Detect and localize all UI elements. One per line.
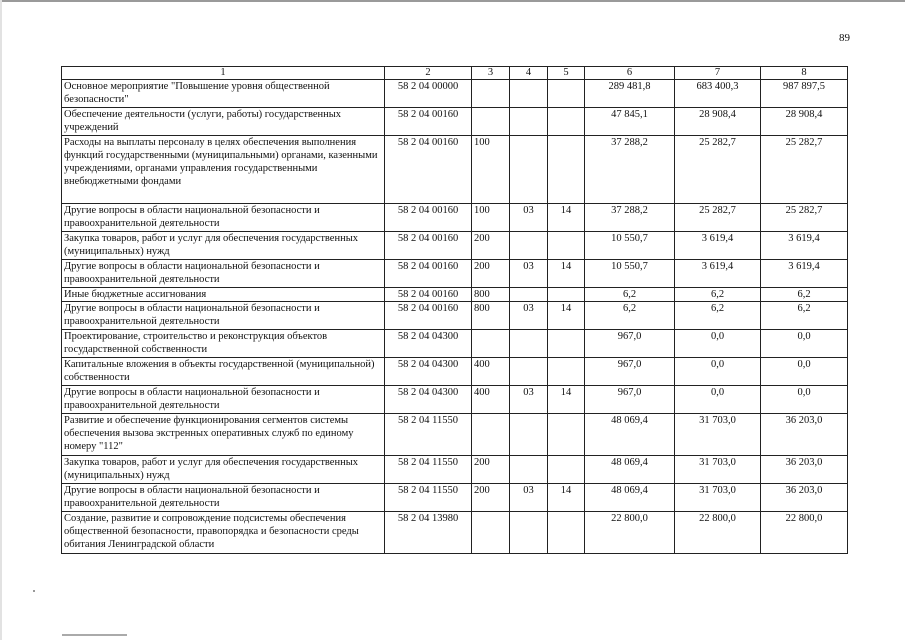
target-code: 58 2 04 04300 [385,358,472,386]
amount-col6: 967,0 [585,386,675,414]
table-row [62,108,848,136]
target-code: 58 2 04 11550 [385,414,472,456]
item-name: Другие вопросы в области национальной безопасности и правоохранительной деятельности [62,484,385,512]
item-name: Закупка товаров, работ и услуг для обеспечения государственных (муниципальных) нужд [62,232,385,260]
item-name: Другие вопросы в области национальной безопасности и правоохранительной деятельности [62,302,385,330]
section-code [510,358,548,386]
table-row [62,414,848,456]
target-code: 58 2 04 00000 [385,80,472,108]
amount-col7: 25 282,7 [675,204,761,232]
amount-col6: 6,2 [585,302,675,330]
expense-type [472,330,510,358]
amount-col8: 0,0 [761,330,848,358]
target-code: 58 2 04 13980 [385,512,472,554]
subsection-code: 14 [548,484,585,512]
section-code: 03 [510,302,548,330]
expense-type: 200 [472,484,510,512]
item-name: Расходы на выплаты персоналу в целях обеспечения выполнения функций государственными (муниципальными) органами, казенными учреждениями, органами управления государственными внебюджетными фондами [62,136,385,204]
section-code [510,512,548,554]
subsection-code [548,358,585,386]
target-code: 58 2 04 11550 [385,484,472,512]
amount-col6: 37 288,2 [585,204,675,232]
expense-type [472,80,510,108]
section-code: 03 [510,260,548,288]
amount-col7: 31 703,0 [675,414,761,456]
amount-col8: 25 282,7 [761,136,848,204]
table-row [62,260,848,288]
subsection-code [548,108,585,136]
amount-col7: 6,2 [675,288,761,302]
amount-col6: 289 481,8 [585,80,675,108]
expense-type: 400 [472,358,510,386]
left-page-edge [0,0,2,640]
target-code: 58 2 04 00160 [385,260,472,288]
expense-type: 200 [472,260,510,288]
expense-type [472,512,510,554]
item-name: Закупка товаров, работ и услуг для обеспечения государственных (муниципальных) нужд [62,456,385,484]
subsection-code [548,232,585,260]
amount-col7: 683 400,3 [675,80,761,108]
expense-type: 100 [472,136,510,204]
amount-col6: 22 800,0 [585,512,675,554]
amount-col6: 967,0 [585,330,675,358]
subsection-code [548,136,585,204]
section-code [510,232,548,260]
section-code [510,136,548,204]
table-row [62,456,848,484]
subsection-code: 14 [548,386,585,414]
header-cell: 2 [385,67,472,80]
amount-col7: 31 703,0 [675,456,761,484]
expense-type: 400 [472,386,510,414]
amount-col8: 36 203,0 [761,414,848,456]
amount-col6: 10 550,7 [585,260,675,288]
table-row [62,386,848,414]
amount-col6: 48 069,4 [585,456,675,484]
expense-type [472,108,510,136]
amount-col7: 0,0 [675,386,761,414]
table-row [62,232,848,260]
amount-col8: 6,2 [761,288,848,302]
amount-col7: 3 619,4 [675,260,761,288]
item-name: Проектирование, строительство и реконструкция объектов государственной собственности [62,330,385,358]
amount-col7: 6,2 [675,302,761,330]
amount-col8: 22 800,0 [761,512,848,554]
item-name: Иные бюджетные ассигнования [62,288,385,302]
header-cell: 6 [585,67,675,80]
subsection-code: 14 [548,302,585,330]
section-code: 03 [510,204,548,232]
amount-col8: 28 908,4 [761,108,848,136]
item-name: Обеспечение деятельности (услуги, работы) государственных учреждений [62,108,385,136]
subsection-code [548,456,585,484]
table-row [62,288,848,302]
item-name: Основное мероприятие "Повышение уровня общественной безопасности" [62,80,385,108]
subsection-code [548,288,585,302]
header-cell: 1 [62,67,385,80]
target-code: 58 2 04 00160 [385,288,472,302]
amount-col6: 967,0 [585,358,675,386]
table-row [62,330,848,358]
table-row [62,302,848,330]
expense-type: 100 [472,204,510,232]
amount-col7: 22 800,0 [675,512,761,554]
item-name: Создание, развитие и сопровождение подсистемы обеспечения общественной безопасности, правопорядка и безопасности среды обитания Ленинградской области [62,512,385,554]
subsection-code [548,80,585,108]
item-name: Другие вопросы в области национальной безопасности и правоохранительной деятельности [62,386,385,414]
amount-col8: 36 203,0 [761,484,848,512]
table-row [62,358,848,386]
table-row [62,204,848,232]
section-code [510,330,548,358]
expense-type [472,414,510,456]
amount-col6: 10 550,7 [585,232,675,260]
amount-col6: 6,2 [585,288,675,302]
subsection-code [548,414,585,456]
expense-type: 800 [472,288,510,302]
amount-col7: 31 703,0 [675,484,761,512]
target-code: 58 2 04 00160 [385,136,472,204]
amount-col7: 0,0 [675,358,761,386]
table-row [62,136,848,204]
header-cell: 7 [675,67,761,80]
amount-col8: 36 203,0 [761,456,848,484]
subsection-code: 14 [548,204,585,232]
header-cell: 8 [761,67,848,80]
table-row [62,484,848,512]
amount-col7: 3 619,4 [675,232,761,260]
header-cell: 3 [472,67,510,80]
target-code: 58 2 04 00160 [385,232,472,260]
item-name: Капитальные вложения в объекты государственной (муниципальной) собственности [62,358,385,386]
section-code [510,414,548,456]
amount-col8: 3 619,4 [761,232,848,260]
target-code: 58 2 04 00160 [385,108,472,136]
section-code: 03 [510,484,548,512]
amount-col6: 47 845,1 [585,108,675,136]
expense-type: 200 [472,456,510,484]
target-code: 58 2 04 04300 [385,330,472,358]
amount-col7: 28 908,4 [675,108,761,136]
item-name: Другие вопросы в области национальной безопасности и правоохранительной деятельности [62,204,385,232]
expense-type: 800 [472,302,510,330]
amount-col8: 25 282,7 [761,204,848,232]
amount-col7: 25 282,7 [675,136,761,204]
table-row [62,80,848,108]
amount-col7: 0,0 [675,330,761,358]
section-code [510,456,548,484]
target-code: 58 2 04 04300 [385,386,472,414]
section-code [510,288,548,302]
amount-col8: 0,0 [761,386,848,414]
table-row [62,512,848,554]
target-code: 58 2 04 00160 [385,204,472,232]
scan-dot [33,590,35,592]
amount-col6: 37 288,2 [585,136,675,204]
table-header-row [62,67,848,80]
page-number: 89 [839,32,850,44]
budget-table [61,66,848,554]
section-code [510,108,548,136]
amount-col8: 0,0 [761,358,848,386]
section-code: 03 [510,386,548,414]
subsection-code [548,512,585,554]
bottom-scan-mark [62,634,127,636]
target-code: 58 2 04 00160 [385,302,472,330]
section-code [510,80,548,108]
subsection-code: 14 [548,260,585,288]
top-border-line [0,0,905,2]
amount-col8: 987 897,5 [761,80,848,108]
item-name: Другие вопросы в области национальной безопасности и правоохранительной деятельности [62,260,385,288]
subsection-code [548,330,585,358]
amount-col6: 48 069,4 [585,484,675,512]
header-cell: 4 [510,67,548,80]
target-code: 58 2 04 11550 [385,456,472,484]
item-name: Развитие и обеспечение функционирования сегментов системы обеспечения вызова экстренных оперативных служб по единому номеру "112" [62,414,385,456]
amount-col8: 3 619,4 [761,260,848,288]
expense-type: 200 [472,232,510,260]
amount-col6: 48 069,4 [585,414,675,456]
header-cell: 5 [548,67,585,80]
amount-col8: 6,2 [761,302,848,330]
